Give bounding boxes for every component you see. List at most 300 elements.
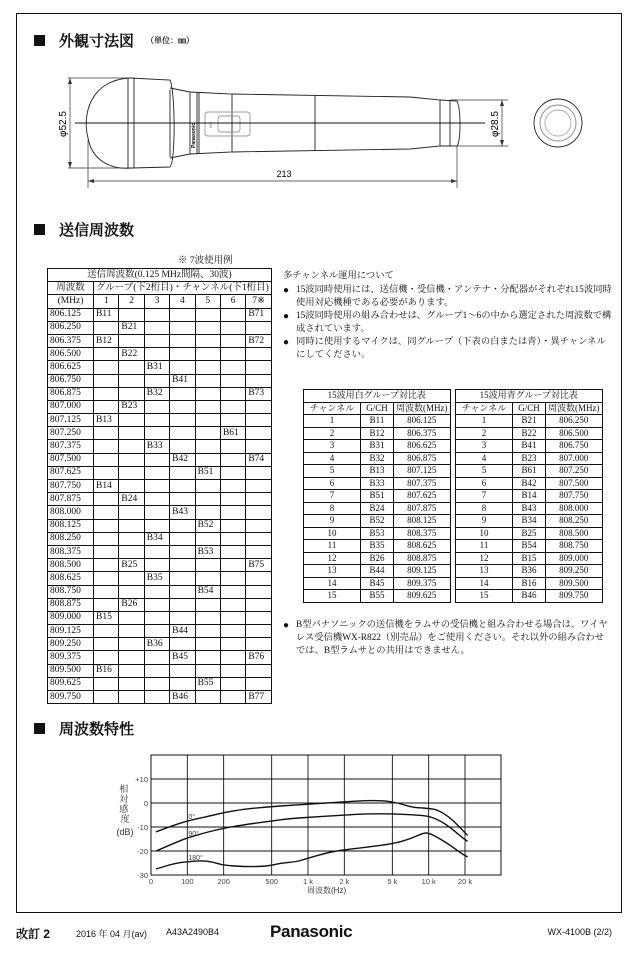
y-label-2: 対	[119, 794, 129, 804]
channel-cell	[246, 611, 271, 624]
channel-cell	[94, 625, 119, 638]
freq-cell: 806.750	[48, 374, 94, 387]
channel-cell	[144, 598, 169, 611]
table-row	[48, 308, 272, 321]
table-row	[304, 527, 451, 540]
series-line-0	[156, 801, 468, 836]
gch-cell: B11	[361, 415, 394, 428]
gch-cell: B54	[513, 540, 546, 553]
group-col-header: 周波数(MHz)	[394, 402, 451, 415]
channel-cell	[119, 532, 144, 545]
channel-no: 6	[304, 477, 361, 490]
channel-cell	[220, 691, 245, 704]
channel-no: 7	[456, 490, 513, 503]
freq-cell: 807.125	[48, 414, 94, 427]
channel-cell	[195, 361, 220, 374]
channel-cell	[119, 480, 144, 493]
channel-cell	[144, 493, 169, 506]
square-bullet-icon	[34, 224, 45, 235]
channel-cell	[220, 545, 245, 558]
channel-cell	[119, 677, 144, 690]
y-tick-label: 0	[143, 799, 148, 808]
table-row	[48, 334, 272, 347]
group-col-header: 4	[170, 295, 195, 308]
channel-cell	[220, 466, 245, 479]
channel-no: 14	[304, 577, 361, 590]
blue-group-table	[455, 389, 603, 603]
table-row	[48, 414, 272, 427]
gch-cell: B12	[361, 427, 394, 440]
table-row	[304, 552, 451, 565]
channel-cell: B72	[246, 334, 271, 347]
channel-cell	[195, 453, 220, 466]
table-row	[48, 691, 272, 704]
channel-no: 15	[456, 590, 513, 603]
channel-cell: B74	[246, 453, 271, 466]
table-row	[48, 611, 272, 624]
freq-cell: 808.125	[394, 515, 451, 528]
channel-cell	[119, 638, 144, 651]
table-row	[48, 532, 272, 545]
freq-cell: 809.375	[48, 651, 94, 664]
channel-cell	[119, 440, 144, 453]
x-tick-label: 5 k	[387, 877, 398, 886]
channel-no: 10	[304, 527, 361, 540]
channel-cell	[246, 348, 271, 361]
channel-cell	[170, 493, 195, 506]
mic-brand-label: Panasonic	[191, 122, 197, 148]
freq-cell: 807.500	[48, 453, 94, 466]
table-row	[48, 493, 272, 506]
channel-no: 4	[456, 452, 513, 465]
freq-cell: 809.500	[546, 577, 603, 590]
freq-cell: 807.875	[48, 493, 94, 506]
freq-cell: 808.250	[48, 532, 94, 545]
gch-cell: B43	[513, 502, 546, 515]
group-col-header: G/CH	[513, 402, 546, 415]
channel-cell: B25	[119, 559, 144, 572]
channel-cell	[220, 480, 245, 493]
table-row	[456, 565, 603, 578]
channel-cell	[220, 625, 245, 638]
channel-cell	[94, 651, 119, 664]
channel-cell	[195, 625, 220, 638]
channel-cell	[246, 545, 271, 558]
channel-cell	[220, 414, 245, 427]
channel-cell	[195, 321, 220, 334]
channel-cell	[119, 387, 144, 400]
channel-cell	[144, 611, 169, 624]
channel-cell: B41	[170, 374, 195, 387]
channel-cell	[94, 638, 119, 651]
gch-cell: B31	[361, 440, 394, 453]
channel-cell	[246, 506, 271, 519]
white-group-table	[303, 389, 451, 603]
b-type-note	[283, 619, 613, 658]
channel-cell: B24	[119, 493, 144, 506]
channel-cell	[144, 480, 169, 493]
channel-cell	[220, 598, 245, 611]
freq-cell: 807.750	[48, 480, 94, 493]
channel-no: 10	[456, 527, 513, 540]
channel-no: 11	[456, 540, 513, 553]
channel-cell: B53	[195, 545, 220, 558]
channel-cell	[220, 440, 245, 453]
model-page: WX-4100B (2/2)	[547, 927, 612, 937]
table-row	[48, 559, 272, 572]
channel-cell	[195, 691, 220, 704]
gch-cell: B46	[513, 590, 546, 603]
y-tick-label: -30	[137, 871, 148, 880]
gch-cell: B21	[513, 415, 546, 428]
channel-no: 12	[304, 552, 361, 565]
channel-no: 9	[304, 515, 361, 528]
freq-unit-header: (MHz)	[48, 295, 94, 308]
freq-cell: 807.250	[48, 427, 94, 440]
channel-no: 6	[456, 477, 513, 490]
channel-cell	[195, 598, 220, 611]
channel-cell	[94, 677, 119, 690]
gch-cell: B15	[513, 552, 546, 565]
note-text: 15波同時使用には、送信機・受信機・アンテナ・分配器がそれぞれ15波同時使用対応機種である必要があります。	[296, 285, 612, 308]
gch-cell: B34	[513, 515, 546, 528]
freq-cell: 806.375	[394, 427, 451, 440]
channel-cell	[246, 427, 271, 440]
bullet-icon: ●	[283, 337, 290, 348]
channel-cell	[144, 677, 169, 690]
channel-cell	[195, 506, 220, 519]
x-axis-label: 周波数(Hz)	[307, 886, 347, 895]
frequency-response-chart	[0, 740, 641, 900]
channel-cell	[170, 361, 195, 374]
channel-cell	[220, 651, 245, 664]
section-title-response	[34, 718, 134, 739]
table-row	[456, 515, 603, 528]
table-row	[48, 625, 272, 638]
channel-cell	[220, 334, 245, 347]
channel-cell	[246, 519, 271, 532]
group-col-header: 6	[220, 295, 245, 308]
gch-cell: B44	[361, 565, 394, 578]
channel-cell: B76	[246, 651, 271, 664]
channel-cell	[170, 611, 195, 624]
channel-no: 2	[304, 427, 361, 440]
channel-cell	[119, 545, 144, 558]
channel-cell	[195, 308, 220, 321]
channel-no: 13	[304, 565, 361, 578]
channel-cell	[144, 585, 169, 598]
plot-frame	[151, 755, 501, 875]
table-row	[48, 400, 272, 413]
channel-cell	[170, 559, 195, 572]
group-col-header: 2	[119, 295, 144, 308]
freq-cell: 806.250	[546, 415, 603, 428]
dimensions-unit: （単位：㎜）	[146, 36, 195, 45]
channel-no: 9	[456, 515, 513, 528]
group-col-header: 3	[144, 295, 169, 308]
channel-cell	[195, 572, 220, 585]
channel-cell: B46	[170, 691, 195, 704]
channel-cell	[94, 427, 119, 440]
x-tick-label: 1 k	[302, 877, 314, 886]
freq-cell: 807.625	[48, 466, 94, 479]
freq-cell: 808.000	[546, 502, 603, 515]
frequency-title: 送信周波数	[59, 221, 135, 239]
channel-cell	[94, 572, 119, 585]
freq-cell: 808.875	[394, 552, 451, 565]
table-row	[48, 374, 272, 387]
freq-cell: 807.000	[546, 452, 603, 465]
channel-cell: B61	[220, 427, 245, 440]
gch-cell: B52	[361, 515, 394, 528]
channel-cell	[195, 374, 220, 387]
table-row	[456, 527, 603, 540]
freq-cell: 809.000	[546, 552, 603, 565]
gch-cell: B35	[361, 540, 394, 553]
channel-cell	[170, 440, 195, 453]
gch-cell: B22	[513, 427, 546, 440]
freq-cell: 808.000	[48, 506, 94, 519]
channel-cell: B34	[144, 532, 169, 545]
freq-cell: 809.750	[48, 691, 94, 704]
table-row	[48, 348, 272, 361]
channel-cell	[195, 440, 220, 453]
channel-cell	[170, 572, 195, 585]
channel-cell: B14	[94, 480, 119, 493]
note-bullet	[283, 284, 613, 310]
group-col-header: 5	[195, 295, 220, 308]
freq-cell: 809.500	[48, 664, 94, 677]
channel-cell	[220, 361, 245, 374]
channel-cell	[220, 559, 245, 572]
freq-cell: 806.750	[546, 440, 603, 453]
channel-cell	[195, 400, 220, 413]
channel-cell	[170, 585, 195, 598]
channel-cell: B35	[144, 572, 169, 585]
channel-cell	[144, 414, 169, 427]
channel-cell	[94, 598, 119, 611]
channel-cell	[119, 506, 144, 519]
x-tick-label: 100	[181, 877, 194, 886]
channel-cell: B31	[144, 361, 169, 374]
table-row	[304, 577, 451, 590]
channel-no: 2	[456, 427, 513, 440]
channel-cell: B15	[94, 611, 119, 624]
freq-cell: 808.875	[48, 598, 94, 611]
channel-cell	[246, 625, 271, 638]
table-row	[48, 453, 272, 466]
channel-no: 14	[456, 577, 513, 590]
channel-cell	[246, 414, 271, 427]
channel-cell	[220, 677, 245, 690]
table-row	[456, 477, 603, 490]
channel-cell	[220, 374, 245, 387]
table-row	[48, 598, 272, 611]
note-text: 同時に使用するマイクは、同グループ（下表の白または青）・異チャンネルにしてください。	[296, 337, 606, 360]
section-title-frequency	[34, 219, 134, 240]
series-label: 180°	[188, 854, 203, 862]
channel-no: 3	[456, 440, 513, 453]
channel-cell	[144, 400, 169, 413]
channel-cell: B23	[119, 400, 144, 413]
freq-table-caption: 送信周波数(0.125 MHz間隔、30波)	[48, 269, 272, 282]
channel-cell: B13	[94, 414, 119, 427]
channel-cell	[220, 348, 245, 361]
channel-cell	[246, 480, 271, 493]
channel-cell	[220, 506, 245, 519]
channel-cell	[94, 440, 119, 453]
channel-cell: B77	[246, 691, 271, 704]
channel-no: 8	[304, 502, 361, 515]
channel-cell	[119, 453, 144, 466]
gch-cell: B53	[361, 527, 394, 540]
dim-head-diameter: φ52.5	[58, 111, 69, 137]
x-tick-label: 10 k	[421, 877, 436, 886]
table-row	[304, 490, 451, 503]
channel-no: 15	[304, 590, 361, 603]
doc-code: A43A2490B4	[166, 927, 220, 937]
microphone-drawing	[0, 0, 641, 200]
channel-cell: B26	[119, 598, 144, 611]
channel-cell	[220, 519, 245, 532]
channel-no: 11	[304, 540, 361, 553]
group-col-header: G/CH	[361, 402, 394, 415]
freq-cell: 808.625	[394, 540, 451, 553]
table-row	[48, 585, 272, 598]
channel-cell	[246, 677, 271, 690]
freq-cell: 807.125	[394, 465, 451, 478]
channel-cell	[220, 572, 245, 585]
freq-cell: 808.250	[546, 515, 603, 528]
channel-no: 1	[456, 415, 513, 428]
freq-cell: 807.375	[48, 440, 94, 453]
group-header: グループ(下2桁目)・チャンネル(下1桁目)	[94, 282, 272, 295]
channel-cell	[246, 493, 271, 506]
channel-cell	[170, 519, 195, 532]
channel-cell	[119, 308, 144, 321]
channel-cell	[220, 453, 245, 466]
channel-cell	[170, 321, 195, 334]
channel-cell: B75	[246, 559, 271, 572]
channel-cell	[220, 532, 245, 545]
table-row	[48, 572, 272, 585]
channel-cell	[195, 348, 220, 361]
table-row	[304, 452, 451, 465]
freq-cell: 806.500	[48, 348, 94, 361]
gch-cell: B61	[513, 465, 546, 478]
table-row	[48, 545, 272, 558]
channel-cell	[94, 321, 119, 334]
gch-cell: B45	[361, 577, 394, 590]
gch-cell: B42	[513, 477, 546, 490]
gch-cell: B14	[513, 490, 546, 503]
channel-cell	[246, 585, 271, 598]
table-row	[304, 565, 451, 578]
channel-no: 4	[304, 452, 361, 465]
table-row	[304, 540, 451, 553]
gch-cell: B13	[361, 465, 394, 478]
freq-cell: 807.500	[546, 477, 603, 490]
channel-cell	[94, 691, 119, 704]
x-tick-label: 200	[217, 877, 230, 886]
channel-cell	[195, 611, 220, 624]
bullet-icon: ●	[283, 285, 290, 296]
channel-cell	[246, 572, 271, 585]
channel-no: 8	[456, 502, 513, 515]
channel-cell	[220, 585, 245, 598]
channel-cell: B44	[170, 625, 195, 638]
channel-cell	[144, 321, 169, 334]
channel-cell	[94, 387, 119, 400]
gch-cell: B36	[513, 565, 546, 578]
freq-cell: 809.125	[394, 565, 451, 578]
channel-cell	[170, 334, 195, 347]
channel-cell	[246, 321, 271, 334]
freq-cell: 809.125	[48, 625, 94, 638]
y-tick-label: +10	[135, 775, 148, 784]
channel-cell	[94, 493, 119, 506]
channel-cell	[144, 559, 169, 572]
y-tick-label: -10	[137, 823, 148, 832]
freq-cell: 809.625	[48, 677, 94, 690]
y-label-3: 感	[119, 804, 129, 814]
gch-cell: B24	[361, 502, 394, 515]
channel-cell: B71	[246, 308, 271, 321]
channel-cell	[119, 427, 144, 440]
bullet-icon: ●	[283, 311, 290, 322]
channel-cell	[220, 387, 245, 400]
channel-cell: B21	[119, 321, 144, 334]
channel-cell: B42	[170, 453, 195, 466]
channel-cell	[144, 651, 169, 664]
channel-cell	[144, 506, 169, 519]
channel-cell: B55	[195, 677, 220, 690]
channel-cell	[94, 506, 119, 519]
table-row	[304, 477, 451, 490]
channel-cell	[119, 651, 144, 664]
channel-cell	[195, 414, 220, 427]
table-row	[304, 440, 451, 453]
channel-cell	[94, 466, 119, 479]
channel-cell	[144, 334, 169, 347]
channel-cell	[144, 625, 169, 638]
channel-cell	[246, 440, 271, 453]
channel-cell	[246, 532, 271, 545]
channel-cell	[170, 348, 195, 361]
table-row	[304, 515, 451, 528]
table-row	[48, 651, 272, 664]
group-caption: 15波用青グループ対比表	[456, 390, 603, 403]
channel-cell	[144, 348, 169, 361]
channel-cell	[195, 559, 220, 572]
gch-cell: B33	[361, 477, 394, 490]
table-row	[304, 465, 451, 478]
freq-cell: 808.125	[48, 519, 94, 532]
x-tick-label: 20 k	[457, 877, 473, 886]
y-axis-label	[119, 783, 131, 824]
gch-cell: B32	[361, 452, 394, 465]
y-tick-label: -20	[137, 847, 148, 856]
channel-cell: B45	[170, 651, 195, 664]
table-row	[48, 638, 272, 651]
revision: 改訂 2	[16, 927, 51, 941]
channel-cell	[144, 308, 169, 321]
table-row	[456, 452, 603, 465]
y-axis-unit: (dB)	[116, 827, 134, 837]
channel-cell	[144, 691, 169, 704]
b-type-note-text: B型パナソニックの送信機をラムサの受信機と組み合わせる場合は、ワイヤレス受信機WX-R822（別売品）をご使用ください。それ以外の組み合わせでは、B型ラムサとの共用はできません。	[296, 620, 608, 656]
channel-cell	[246, 638, 271, 651]
